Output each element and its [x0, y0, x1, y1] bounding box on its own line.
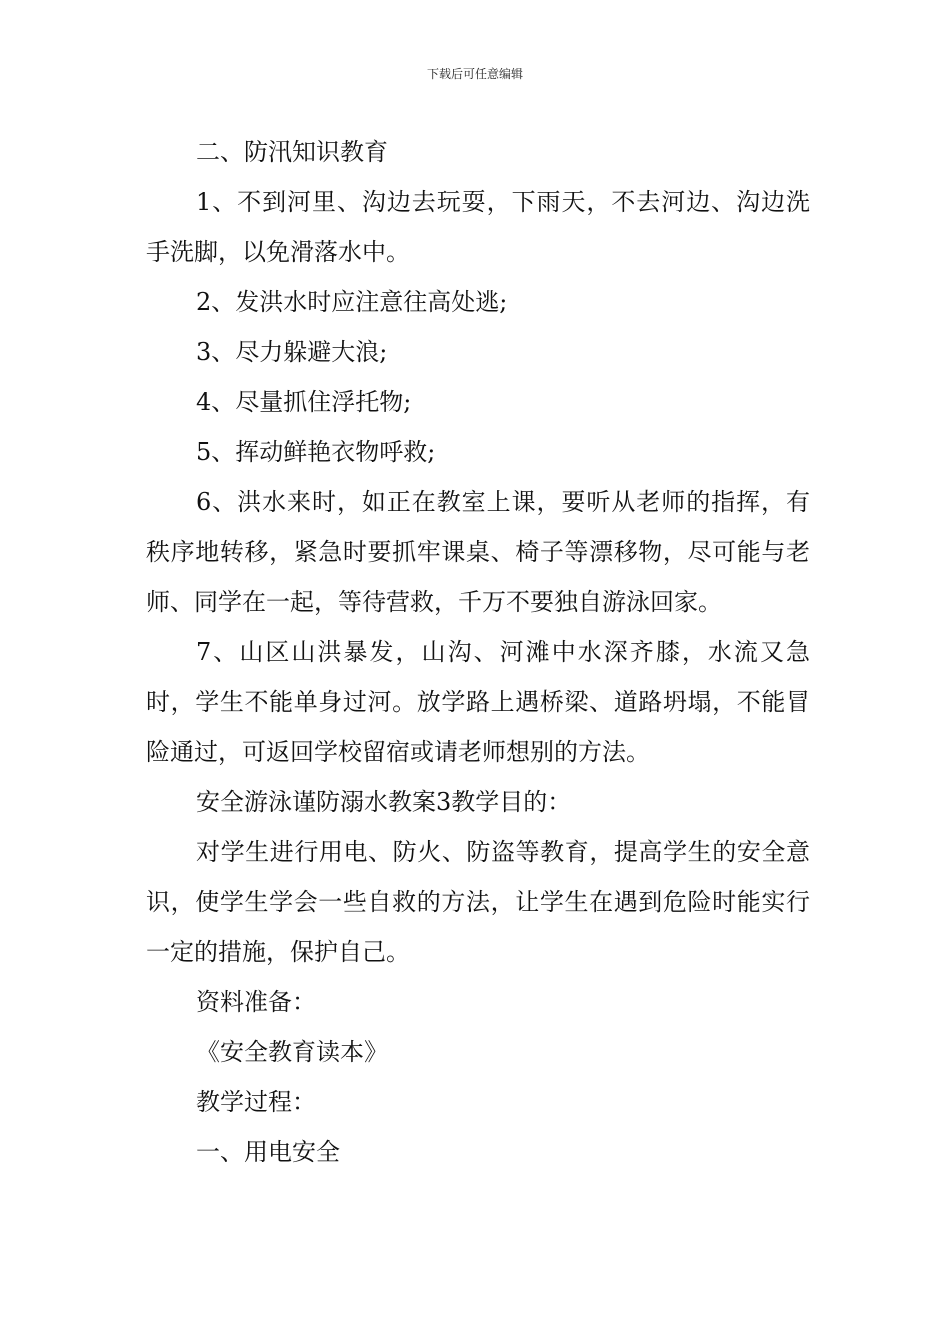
process-heading: 教学过程：: [196, 1088, 316, 1116]
materials-item: 《安全教育读本》: [196, 1038, 388, 1066]
list-item-6: 6、洪水来时，如正在教室上课，要听从老师的指挥，有秩序地转移，紧急时要抓牢课桌、椅子等漂移物，尽可能与老师、同学在一起，等待营救，千万不要独自游泳回家。: [146, 488, 810, 616]
objectives-paragraph: 对学生进行用电、防火、防盗等教育，提高学生的安全意识，使学生学会一些自救的方法，让学生在遇到危险时能实行一定的措施，保护自己。: [146, 838, 810, 966]
section-heading-flood-education: 二、防汛知识教育: [196, 138, 388, 166]
materials-heading: 资料准备：: [196, 988, 316, 1016]
lesson-title-objectives: 安全游泳谨防溺水教案3教学目的：: [196, 788, 572, 816]
list-item-4: 4、尽量抓住浮托物;: [196, 388, 412, 416]
list-item-3: 3、尽力躲避大浪;: [196, 338, 388, 366]
list-item-2: 2、发洪水时应注意往高处逃;: [196, 288, 508, 316]
list-item-7: 7、山区山洪暴发，山沟、河滩中水深齐膝，水流又急时，学生不能单身过河。放学路上遇桥梁、道路坍塌，不能冒险通过，可返回学校留宿或请老师想别的方法。: [146, 638, 810, 766]
page-header-note: 下载后可任意编辑: [426, 67, 523, 81]
document-body: [146, 127, 810, 1177]
list-item-5: 5、挥动鲜艳衣物呼救;: [196, 438, 436, 466]
list-item-1: 1、不到河里、沟边去玩耍，下雨天，不去河边、沟边洗手洗脚，以免滑落水中。: [146, 188, 810, 266]
section-heading-electricity-safety: 一、用电安全: [196, 1138, 340, 1166]
